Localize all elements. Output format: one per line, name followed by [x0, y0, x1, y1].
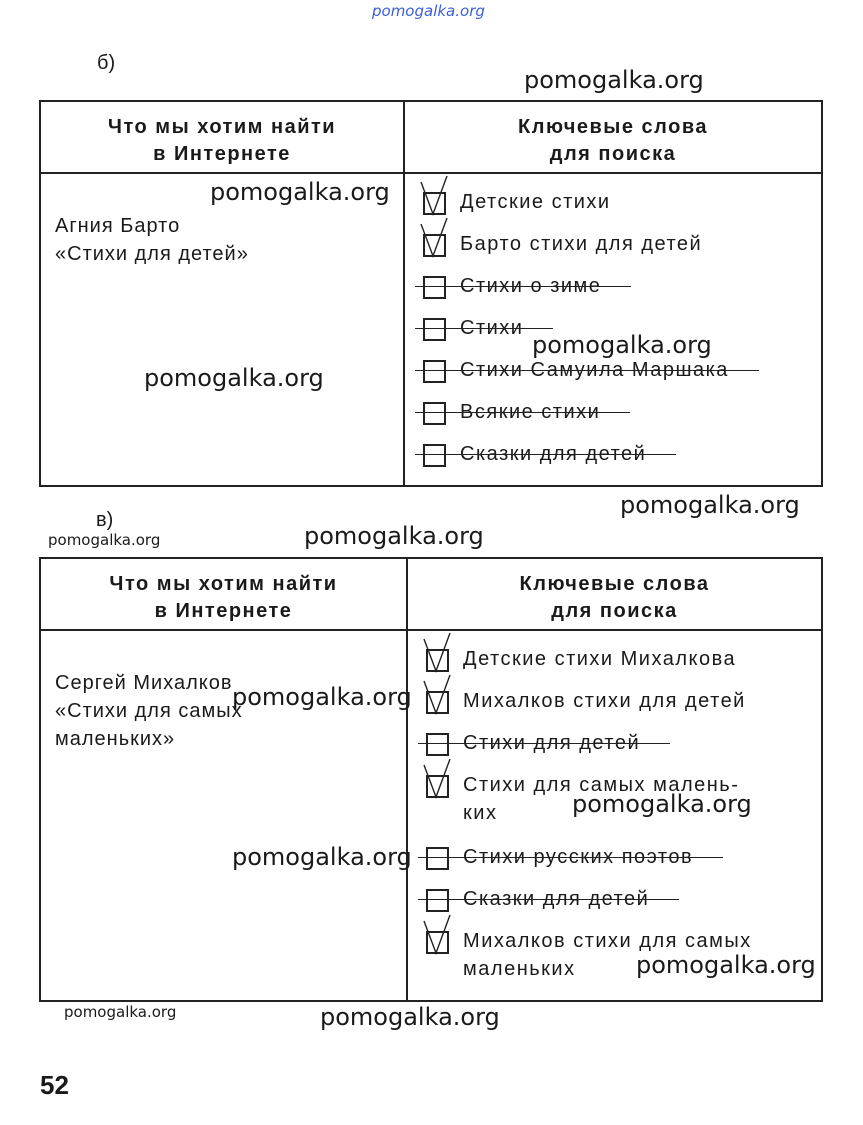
watermark: pomogalka.org — [620, 491, 800, 519]
keyword-text: Сказки для детей — [460, 443, 647, 465]
watermark-top: pomogalka.org — [372, 2, 485, 20]
checkbox[interactable] — [423, 402, 446, 425]
checkmark-icon — [417, 210, 457, 260]
keyword-text: Стихи о зиме — [460, 275, 602, 297]
watermark: pomogalka.org — [144, 364, 324, 392]
keyword-text: Михалков стихи для детей — [463, 690, 746, 712]
checkbox[interactable] — [423, 360, 446, 383]
keyword-text: Стихи для детей — [463, 732, 641, 754]
keyword-item — [408, 645, 821, 687]
watermark: pomogalka.org — [304, 522, 484, 550]
checked-checkbox[interactable] — [426, 691, 449, 714]
header-what-to-find: Что мы хотим найти в Интернете — [40, 558, 407, 630]
keyword-item — [405, 188, 821, 230]
watermark: pomogalka.org — [64, 1003, 177, 1021]
keyword-list — [405, 174, 821, 482]
strikethrough-line — [415, 328, 553, 329]
checkmark-icon — [420, 667, 460, 717]
keyword-text: Михалков стихи для самых маленьких — [463, 930, 752, 980]
search-table-b — [39, 100, 823, 487]
checked-checkbox[interactable] — [426, 775, 449, 798]
watermark: pomogalka.org — [532, 331, 712, 359]
query-text: Сергей Михалков «Стихи для самых маленьких» — [55, 672, 243, 750]
strikethrough-line — [415, 370, 759, 371]
checkbox[interactable] — [426, 847, 449, 870]
watermark: pomogalka.org — [232, 683, 412, 711]
checkbox[interactable] — [423, 318, 446, 341]
header-keywords: Ключевые слова для поиска — [407, 558, 822, 630]
keyword-item — [405, 356, 821, 398]
keyword-item — [405, 440, 821, 482]
keyword-item — [408, 729, 821, 771]
query-text: Агния Барто «Стихи для детей» — [55, 215, 249, 265]
query-cell — [40, 173, 404, 486]
strikethrough-line — [415, 286, 631, 287]
strikethrough-line — [418, 857, 723, 858]
watermark: pomogalka.org — [48, 531, 161, 549]
watermark: pomogalka.org — [210, 178, 390, 206]
watermark: pomogalka.org — [524, 66, 704, 94]
watermark: pomogalka.org — [232, 843, 412, 871]
header-what-to-find: Что мы хотим найти в Интернете — [40, 101, 404, 173]
section-label-c: в) — [96, 509, 114, 531]
keyword-text: Детские стихи — [460, 191, 611, 213]
keyword-text: Сказки для детей — [463, 888, 650, 910]
keyword-text: Стихи — [460, 317, 524, 339]
keyword-item — [408, 843, 821, 885]
checked-checkbox[interactable] — [423, 234, 446, 257]
keyword-text: Барто стихи для детей — [460, 233, 703, 255]
keyword-text: Всякие стихи — [460, 401, 601, 423]
strikethrough-line — [418, 743, 670, 744]
strikethrough-line — [415, 454, 676, 455]
keyword-text: Стихи русских поэтов — [463, 846, 694, 868]
keywords-cell — [404, 173, 822, 486]
checkbox[interactable] — [423, 444, 446, 467]
keyword-item — [405, 272, 821, 314]
keyword-text: Стихи Самуила Маршака — [460, 359, 729, 381]
keyword-item — [408, 885, 821, 927]
watermark: pomogalka.org — [320, 1003, 500, 1031]
checkmark-icon — [420, 907, 460, 957]
strikethrough-line — [418, 899, 679, 900]
watermark: pomogalka.org — [572, 790, 752, 818]
page-number: 52 — [40, 1070, 69, 1100]
checked-checkbox[interactable] — [426, 931, 449, 954]
checkmark-icon — [420, 751, 460, 801]
keyword-text: Детские стихи Михалкова — [463, 648, 737, 670]
keyword-text: Стихи для самых малень- ких — [463, 774, 740, 824]
keyword-item — [405, 230, 821, 272]
keyword-item — [408, 687, 821, 729]
header-keywords: Ключевые слова для поиска — [404, 101, 822, 173]
section-label-b: б) — [97, 52, 116, 74]
strikethrough-line — [415, 412, 630, 413]
checkbox[interactable] — [423, 276, 446, 299]
watermark: pomogalka.org — [636, 951, 816, 979]
keyword-item — [405, 398, 821, 440]
search-table-c — [39, 557, 823, 1002]
